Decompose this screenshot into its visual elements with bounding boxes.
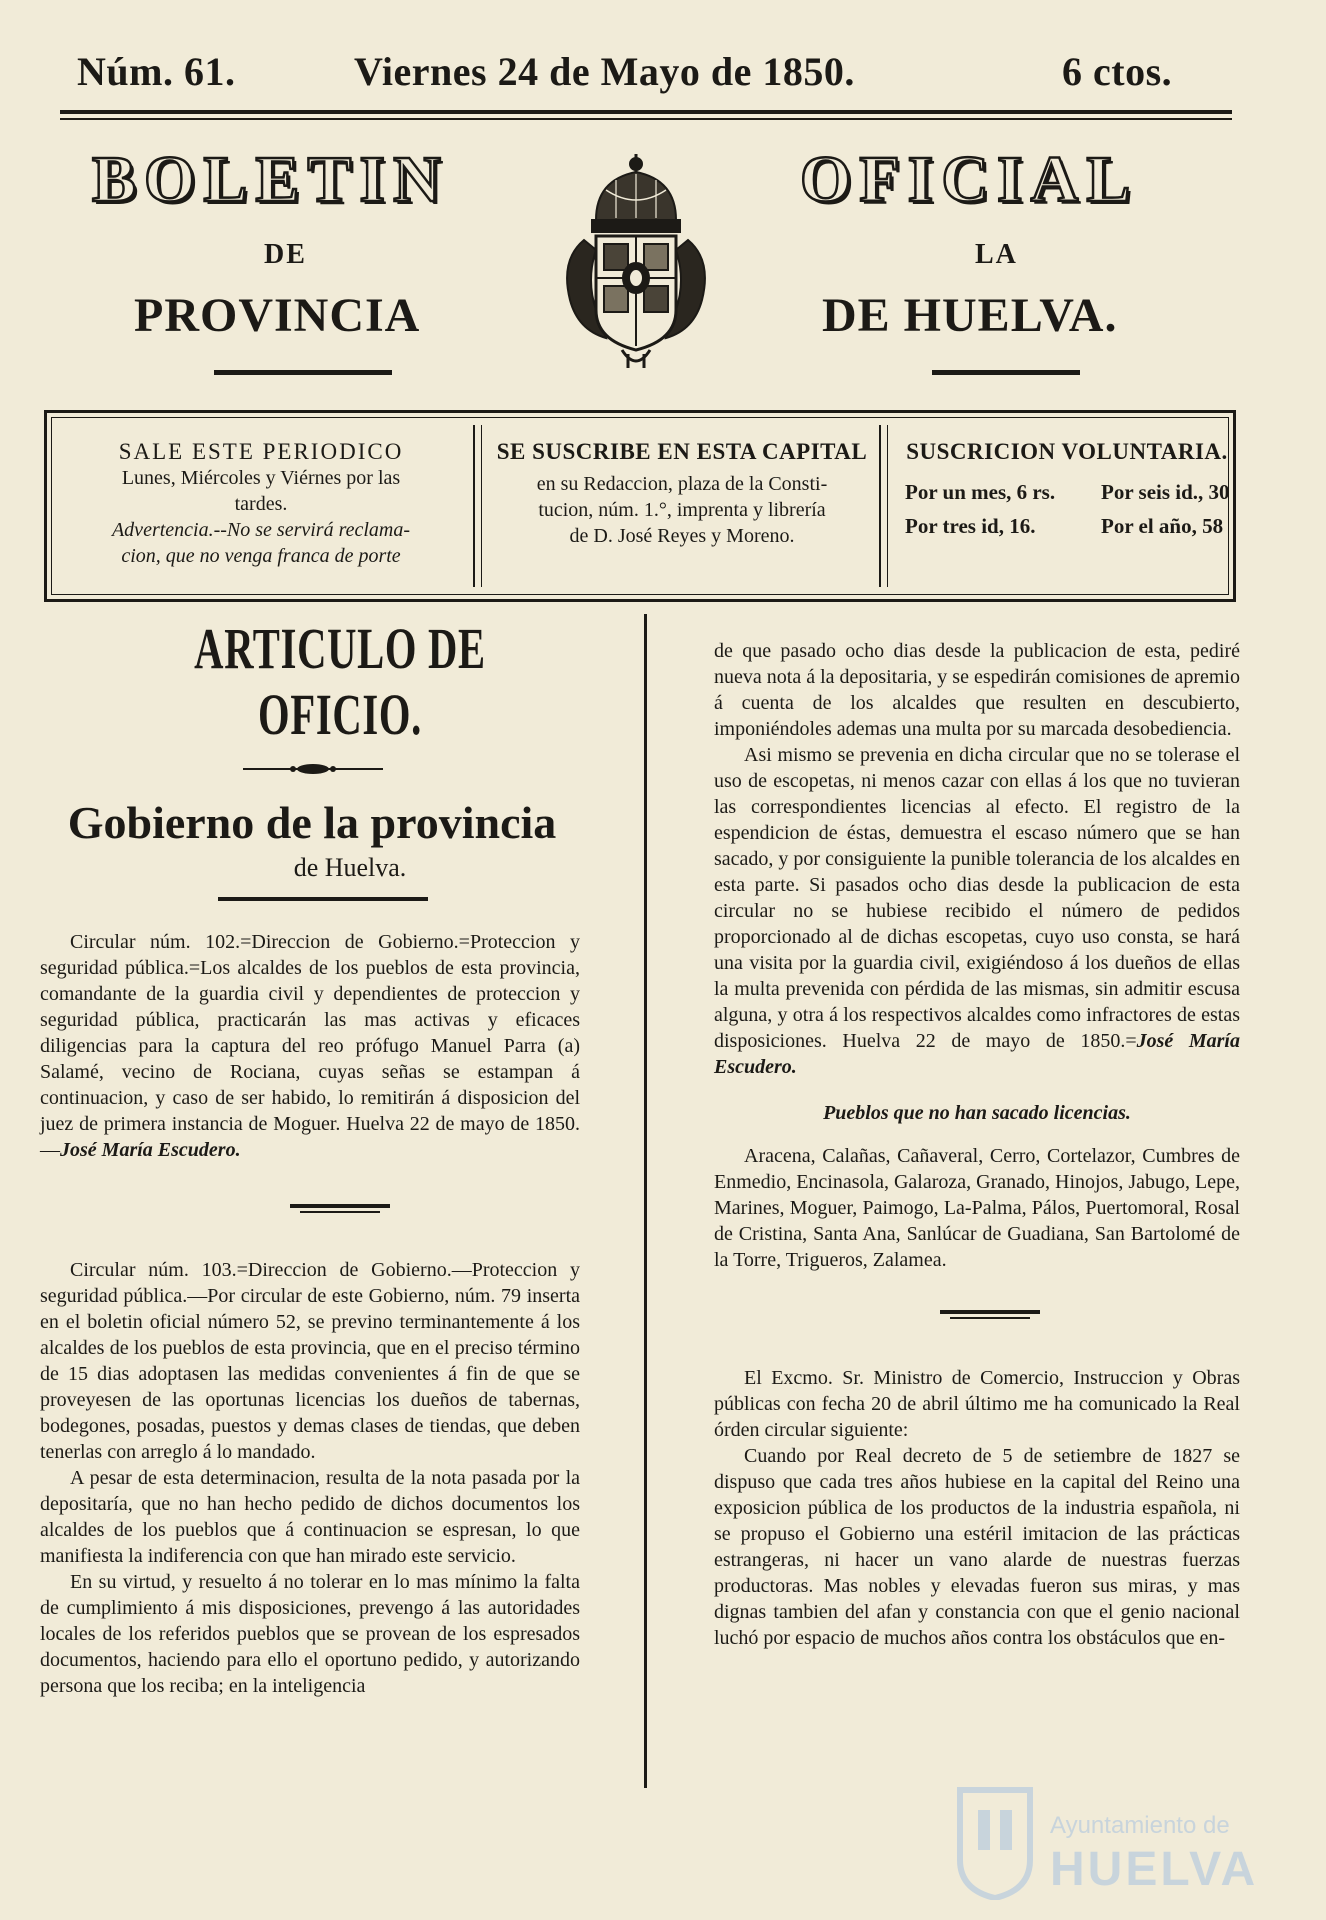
title-de-huelva: DE HUELVA. [822, 289, 1118, 342]
issue-date: Viernes 24 de Mayo de 1850. [354, 49, 855, 94]
government-title: Gobierno de la provincia [67, 797, 557, 848]
ornament-divider-icon [940, 1309, 1040, 1321]
price-row [897, 509, 1237, 543]
circular-103-paragraph2: A pesar de esta determinacion, resulta de la nota pasada por la depositaría, que no han hecho pedido de dichos documentos los alcaldes de los pueblos que á continuacion se espresan, lo que manifiesta la indiferencia con que han mirado este servicio. [40, 1467, 580, 1567]
title-oficial: OFICIAL [800, 143, 1139, 216]
ministerio-paragraph: El Excmo. Sr. Ministro de Comercio, Instruccion y Obras públicas con fecha 20 de abril último me ha comunicado la Real órden circular siguiente: [714, 1367, 1240, 1441]
column-divider [644, 614, 647, 1788]
watermark-line1: Ayuntamiento de [1050, 1812, 1230, 1839]
escopetas-text: Asi mismo se prevenia en dicha circular que no se tolerase el uso de escopetas, ni menos cazar con ellas á los que no tuvieran las correspondientes licencias al efecto. El registro de la espendicion de éstas, demuestra el escaso número que se han sacado, y por consiguiente la punible tolerancia de los alcaldes en esta parte. Si pasados ocho dias desde la publicacion de esta circular no se hubiese recibido el número de pedidos proporcionado al de dichas escopetas, cuyo uso consta, se hará una visita por la guardia civil, exigiéndoso á los dueños de ellas la multa prevenida con pérdida de las mismas, sin admitir escusa alguna, y otra á los respectivos alcaldes como infractores de estas disposiciones. Huelva 22 de mayo de 1850.= [714, 744, 1240, 1052]
price-three-months: Por tres id, 16. [905, 514, 1036, 538]
section-heading: ARTICULO DE OFICIO. [194, 616, 486, 747]
subscription-line3: de D. José Reyes y Moreno. [569, 525, 795, 547]
title-rule [218, 897, 428, 901]
title-underline-left [214, 370, 392, 375]
subscription-infobox [44, 410, 1236, 602]
ornament-divider-icon [243, 762, 383, 776]
masthead-rule-thin [60, 118, 1232, 120]
circular-103-paragraph3: En su virtud, y resuelto á no tolerar en lo mas mínimo la falta de cumplimiento á mis disposiciones, prevengo á las autoridades locales de los referidos pueblos que se provean de los espresados documentos, haciendo para ello el oportuno pedido, y autorizando persona que los reciba; en la inteligencia [40, 1571, 580, 1697]
subscription-heading: SE SUSCRIBE EN ESTA CAPITAL [496, 439, 868, 464]
ayuntamiento-logo-icon [950, 1770, 1040, 1900]
issue-number: Núm. 61. [77, 49, 236, 94]
circular-102-text: Circular núm. 102.=Direccion de Gobierno.=Proteccion y seguridad pública.=Los alcaldes de los pueblos de esta provincia, comandante de la guardia civil y dependientes de proteccion y seguridad pública, practicarán las mas activas y eficaces diligencias para la captura del reo prófugo Manuel Parra (a) Salamé, vecino de Rociana, cuyas señas se estampan á continuacion, y caso de ser habido, lo remitirán á disposicion del juez de primera instancia de Moguer. Huelva 22 de mayo de 1850.— [40, 931, 580, 1161]
infobox-divider [879, 425, 888, 587]
pueblos-list: Aracena, Calañas, Cañaveral, Cerro, Cortelazor, Cumbres de Enmedio, Encinasola, Galaroza, Granado, Hinojos, Jabugo, Lepe, Marines, Moguer, Paimogo, La-Palma, Pálos, Puertomoral, Rosal de Cristina, Santa Ana, Sanlúcar de Guadiana, San Bartolomé de la Torre, Trigueros, Zalamea. [714, 1145, 1240, 1271]
left-column [40, 616, 580, 1699]
subscription-prices [897, 425, 1237, 585]
escopetas-paragraph [714, 742, 1240, 1080]
subscription-line2: tucion, núm. 1.°, imprenta y librería [538, 499, 826, 521]
circular-102 [40, 929, 580, 1163]
watermark-line2: HUELVA [1050, 1843, 1259, 1896]
price-six-months: Por seis id., 30 [1101, 480, 1230, 504]
prices-heading: SUSCRICION VOLUNTARIA. [906, 439, 1228, 464]
circular-103-continuation: de que pasado ocho dias desde la publicacion de esta, pediré nueva nota á la depositaria, y se espedirán comisiones de apremio á cuenta de los alcaldes que resulten en descubierto, imponiéndoles ademas una multa por su marcada desobediencia. [714, 640, 1240, 740]
schedule-notice2: cion, que no venga franca de porte [121, 545, 401, 567]
schedule-heading: SALE ESTE PERIODICO [118, 439, 404, 464]
subscription-place [487, 425, 877, 585]
schedule-notice1: Advertencia.--No se servirá reclama- [111, 519, 411, 541]
publication-schedule [61, 425, 461, 585]
coat-of-arms-icon [556, 150, 716, 372]
title-la: LA [975, 239, 1018, 270]
issue-price: 6 ctos. [1062, 49, 1173, 94]
government-subtitle: de Huelva. [293, 853, 407, 882]
price-row [897, 475, 1237, 509]
title-boletin: BOLETIN [92, 143, 449, 216]
masthead [62, 40, 1242, 100]
title-underline-right [932, 370, 1080, 375]
right-column [714, 638, 1240, 1651]
title-provincia: PROVINCIA [134, 289, 421, 342]
circular-103-paragraph1: Circular núm. 103.=Direccion de Gobierno.—Proteccion y seguridad pública.—Por circular de este Gobierno, núm. 79 inserta en el boletin oficial número 52, se previno terminantemente á los alcaldes de los pueblos de esta provincia, que en el preciso término de 15 dias adoptasen las medidas convenientes á fin de que se proveyesen de las oportunas licencias los dueños de tabernas, bodegones, posadas, puestos y demas clases de tiendas, que deben tenerlas con arreglo á lo mandado. [40, 1259, 580, 1463]
circular-102-signature: José María Escudero. [60, 1139, 241, 1161]
price-one-month: Por un mes, 6 rs. [905, 480, 1056, 504]
real-decreto-paragraph: Cuando por Real decreto de 5 de setiembre de 1827 se dispuso que cada tres años hubiese en la capital del Reino una exposicion pública de los productos de la industria española, ni se propuso el Gobierno una estéril imitacion de las prácticas estrangeras, ni hacer un vano alarde de nuestras fuerzas productoras. Mas nobles y elevadas fueron sus miras, y mas dignas tambien del afan y constancia con que el genio nacional luchó por espacio de muchos años contra los obstáculos que en- [714, 1445, 1240, 1649]
escopetas-signature: José María Escudero. [714, 1030, 1240, 1078]
schedule-line1: Lunes, Miércoles y Viérnes por las [121, 467, 401, 489]
schedule-line2: tardes. [234, 493, 288, 515]
pueblos-heading: Pueblos que no han sacado licencias. [823, 1102, 1131, 1124]
title-de: DE [264, 239, 307, 270]
subscription-line1: en su Redaccion, plaza de la Consti- [536, 473, 828, 495]
price-one-year: Por el año, 58 [1101, 514, 1224, 538]
ornament-divider-icon [290, 1203, 390, 1215]
infobox-divider [473, 425, 482, 587]
masthead-rule [60, 110, 1232, 114]
